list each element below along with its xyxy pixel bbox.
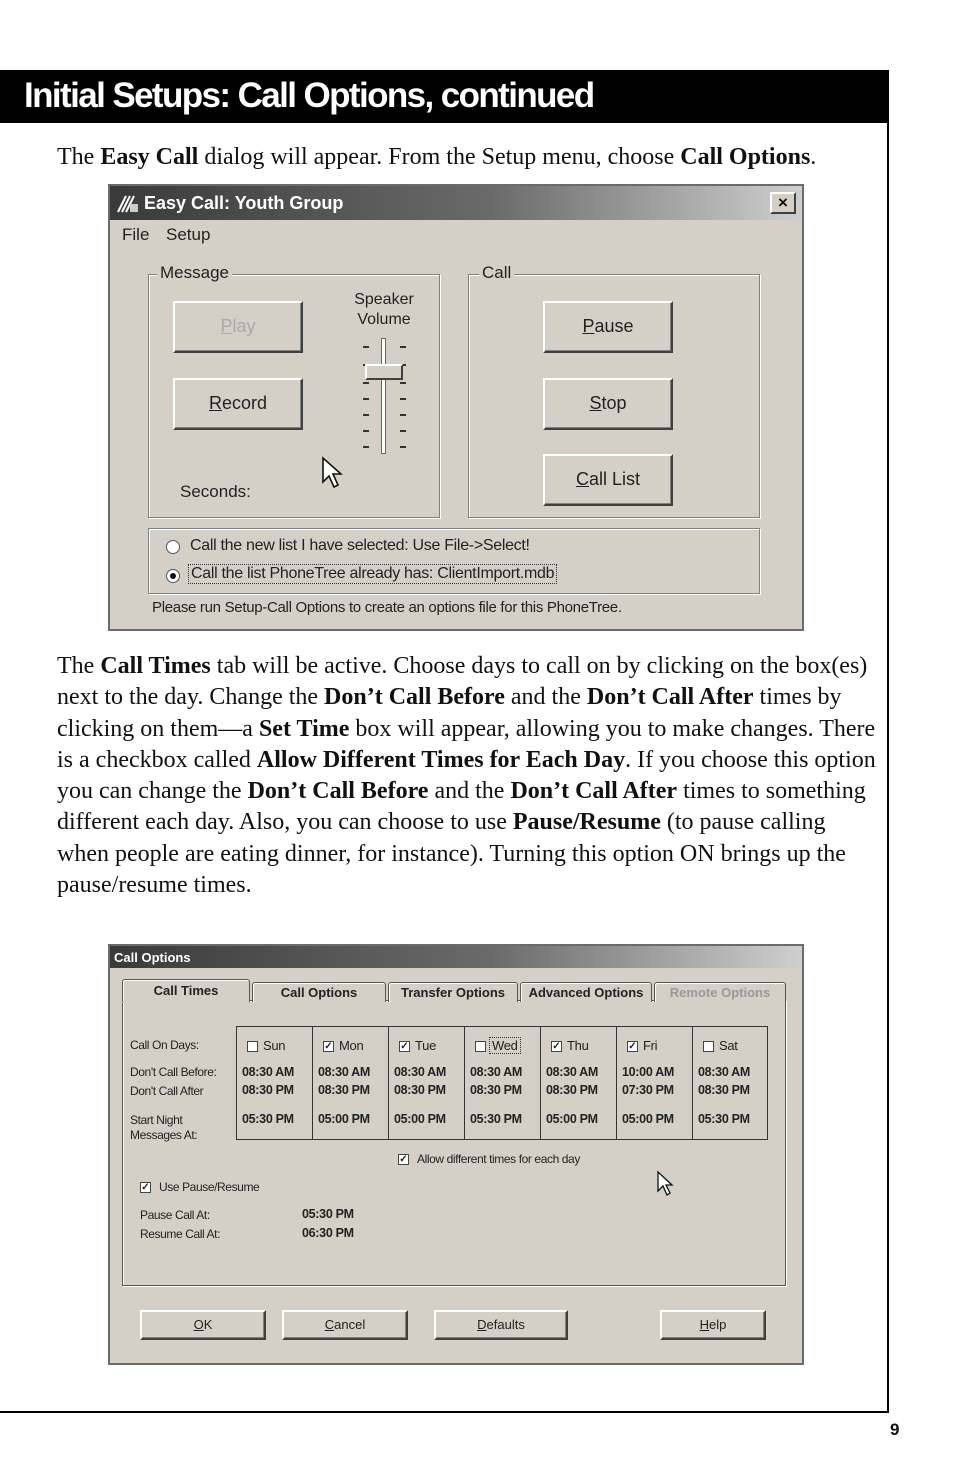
call-list-button[interactable]: Call List xyxy=(543,454,673,506)
day-checkbox[interactable]: ✓ xyxy=(628,1041,637,1052)
start-night-time[interactable]: 05:30 PM xyxy=(242,1112,294,1126)
start-night-time[interactable]: 05:00 PM xyxy=(622,1112,674,1126)
section-header-bar xyxy=(0,70,889,123)
start-night-time[interactable]: 05:00 PM xyxy=(394,1112,446,1126)
call-on-days-label: Call On Days: xyxy=(130,1038,199,1052)
start-night-time[interactable]: 05:30 PM xyxy=(470,1112,522,1126)
use-pause-resume-label: Use Pause/Resume xyxy=(159,1180,260,1194)
allow-different-times-checkbox[interactable]: ✓ xyxy=(399,1154,408,1165)
tab-call-options[interactable]: Call Options xyxy=(252,982,386,1002)
dont-call-after-time[interactable]: 08:30 PM xyxy=(318,1083,370,1097)
dont-call-before-time[interactable]: 08:30 AM xyxy=(546,1065,599,1079)
status-bar-text: Please run Setup-Call Options to create an options file for this PhoneTree. xyxy=(152,599,622,616)
day-checkbox[interactable]: ✓ xyxy=(400,1041,409,1052)
seconds-label: Seconds: xyxy=(180,482,251,501)
mouse-pointer-icon xyxy=(656,1170,674,1198)
start-night-time[interactable]: 05:00 PM xyxy=(318,1112,370,1126)
resume-call-label: Resume Call At: xyxy=(140,1227,221,1241)
mouse-pointer-icon xyxy=(321,456,343,490)
dont-call-after-time[interactable]: 08:30 PM xyxy=(242,1083,294,1097)
close-button[interactable] xyxy=(770,192,796,214)
day-times-grid xyxy=(236,1026,768,1140)
day-name: Sun xyxy=(263,1038,286,1053)
call-times-paragraph: The Call Times tab will be active. Choose days to call on by clicking on the box(es) next to the day. Change the Don’t Call Before and the Don’t Call After times by clicking on them—a Set Time box will appear, allowing you to make changes. There is a checkbox called Allow Different Times for Each Day. If you choose this option you can change the Don’t Call Before and the Don’t Call After times to something different each day. Also, you can choose to use Pause/Resume (to pause calling when people are eating dinner, for instance). Turning this option ON brings up the pause/resume times. xyxy=(57,653,876,899)
start-night-label: Start Night xyxy=(130,1113,183,1127)
dont-call-after-time[interactable]: 08:30 PM xyxy=(698,1083,750,1097)
day-checkbox[interactable] xyxy=(475,1041,486,1052)
dont-call-before-time[interactable]: 08:30 AM xyxy=(698,1065,751,1079)
tab-transfer-options[interactable]: Transfer Options xyxy=(388,982,518,1002)
tab-remote-options[interactable]: Remote Options xyxy=(654,982,786,1002)
day-column xyxy=(389,1027,465,1139)
start-night-time[interactable]: 05:00 PM xyxy=(546,1112,598,1126)
resume-call-time[interactable]: 06:30 PM xyxy=(302,1226,354,1240)
menu-setup[interactable]: Setup xyxy=(166,225,211,244)
tab-call-times[interactable]: Call Times xyxy=(122,979,250,1003)
radio-call-existing-list-label: Call the list PhoneTree already has: ClientImport.mdb xyxy=(188,564,557,584)
day-name: Fri xyxy=(643,1038,658,1053)
day-column xyxy=(237,1027,313,1139)
section-title: Initial Setups: Call Options, continued xyxy=(24,76,594,115)
pause-button[interactable]: Pause xyxy=(543,301,673,353)
pause-call-time[interactable]: 05:30 PM xyxy=(302,1207,354,1221)
dont-call-after-time[interactable]: 07:30 PM xyxy=(622,1083,674,1097)
day-column xyxy=(465,1027,541,1139)
dont-call-before-time[interactable]: 10:00 AM xyxy=(622,1065,675,1079)
ok-button[interactable]: OK xyxy=(140,1310,266,1340)
dont-call-after-label: Don't Call After xyxy=(130,1084,204,1098)
day-column xyxy=(617,1027,693,1139)
defaults-button[interactable]: Defaults xyxy=(434,1310,568,1340)
dont-call-after-time[interactable]: 08:30 PM xyxy=(546,1083,598,1097)
use-pause-resume-checkbox[interactable]: ✓ xyxy=(141,1182,150,1193)
start-night-time[interactable]: 05:30 PM xyxy=(698,1112,750,1126)
dont-call-before-time[interactable]: 08:30 AM xyxy=(470,1065,523,1079)
allow-different-times-label: Allow different times for each day xyxy=(417,1152,580,1166)
easy-call-title: Easy Call: Youth Group xyxy=(144,193,344,213)
stop-button[interactable]: Stop xyxy=(543,378,673,430)
dont-call-before-label: Don't Call Before: xyxy=(130,1065,217,1079)
call-options-title: Call Options xyxy=(114,950,191,965)
close-icon: × xyxy=(778,193,788,212)
volume-slider-thumb[interactable] xyxy=(365,364,403,380)
page-rule-bottom xyxy=(0,1411,889,1413)
intro-paragraph: The Easy Call dialog will appear. From the Setup menu, choose Call Options. xyxy=(57,144,817,170)
pause-call-label: Pause Call At: xyxy=(140,1208,210,1222)
cancel-button[interactable]: Cancel xyxy=(282,1310,408,1340)
easy-call-titlebar xyxy=(110,186,802,220)
dont-call-after-time[interactable]: 08:30 PM xyxy=(470,1083,522,1097)
dont-call-after-time[interactable]: 08:30 PM xyxy=(394,1083,446,1097)
day-name: Wed xyxy=(489,1037,521,1054)
record-button[interactable]: Record xyxy=(173,378,303,430)
dont-call-before-time[interactable]: 08:30 AM xyxy=(318,1065,371,1079)
day-name: Thu xyxy=(567,1038,589,1053)
page-number: 9 xyxy=(890,1420,900,1439)
dont-call-before-time[interactable]: 08:30 AM xyxy=(242,1065,295,1079)
day-column xyxy=(313,1027,389,1139)
play-button[interactable]: Play xyxy=(173,301,303,353)
day-checkbox[interactable] xyxy=(703,1041,714,1052)
day-name: Mon xyxy=(339,1038,364,1053)
day-column xyxy=(541,1027,617,1139)
page-rule-right xyxy=(887,70,889,1412)
day-checkbox[interactable]: ✓ xyxy=(552,1041,561,1052)
day-checkbox[interactable] xyxy=(247,1041,258,1052)
dont-call-before-time[interactable]: 08:30 AM xyxy=(394,1065,447,1079)
start-night-label-2: Messages At: xyxy=(130,1128,198,1142)
volume-slider-track[interactable] xyxy=(381,338,386,454)
radio-call-existing-list[interactable] xyxy=(166,569,180,583)
call-options-titlebar xyxy=(110,946,802,968)
day-name: Tue xyxy=(415,1038,437,1053)
call-options-dialog xyxy=(108,944,804,1365)
day-name: Sat xyxy=(719,1038,738,1053)
day-column xyxy=(693,1027,769,1139)
help-button[interactable]: Help xyxy=(660,1310,766,1340)
speaker-volume-label: Speaker Volume xyxy=(354,291,414,328)
tab-advanced-options[interactable]: Advanced Options xyxy=(520,982,652,1002)
radio-call-new-list[interactable] xyxy=(166,540,180,554)
message-group-label: Message xyxy=(157,263,232,283)
call-group-label: Call xyxy=(479,263,514,283)
easy-call-dialog xyxy=(108,184,804,631)
menu-file[interactable]: File xyxy=(122,225,150,244)
radio-call-new-list-label: Call the new list I have selected: Use File->Select! xyxy=(190,537,530,554)
phone-tree-app-icon xyxy=(116,192,140,214)
day-checkbox[interactable]: ✓ xyxy=(324,1041,333,1052)
